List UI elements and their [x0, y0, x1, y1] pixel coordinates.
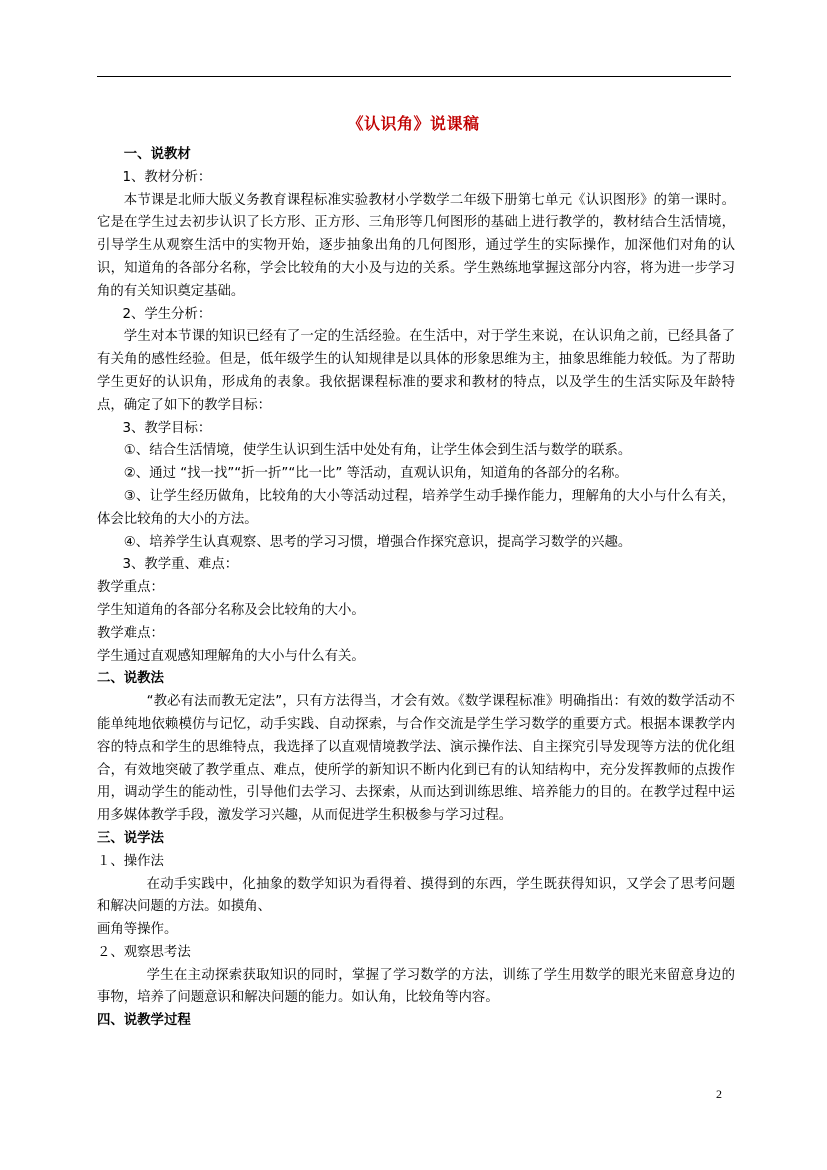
paragraph: 本节课是北师大版义务教育课程标准实验教材小学数学二年级下册第七单元《认识图形》的第一课时。它是在学生过去初步认识了长方形、正方形、三角形等几何图形的基础上进行教学的，教材结合生活情境，引导学生从观察生活中的实物开始，逐步抽象出角的几何图形，通过学生的实际操作，加深他们对角的认识，知道角的各部分名称，学会比较角的大小及与边的关系。学生熟练地掌握这部分内容，将为进一步学习角的有关知识奠定基础。	[97, 192, 735, 299]
paragraph: 在动手实践中，化抽象的数学知识为看得着、摸得到的东西，学生既获得知识，又学会了思考问题和解决问题的方法。如摸角、	[97, 876, 735, 915]
subsection-label: 1、教材分析：	[122, 169, 212, 185]
paragraph: 学生对本节课的知识已经有了一定的生活经验。在生活中，对于学生来说，在认识角之前，已经具备了有关角的感性经验。但是，低年级学生的认知规律是以具体的形象思维为主，抽象思维能力较低。为了帮助学生更好的认识角，形成角的表象。我依据课程标准的要求和教材的特点，以及学生的生活实际及年龄特点，确定了如下的教学目标：	[97, 329, 735, 413]
page-number: 2	[716, 1087, 722, 1101]
difficulty-text: 学生通过直观感知理解角的大小与什么有关。	[97, 648, 365, 664]
goal-item: ③、让学生经历做角，比较角的大小等活动过程，培养学生动手操作能力，理解角的大小与什么有关，体会比较角的大小的方法。	[97, 488, 735, 527]
paragraph-continuation: 画角等操作。	[97, 922, 178, 938]
paragraph: “教必有法而教无定法”，只有方法得当，才会有效。《数学课程标准》明确指出：有效的数学活动不能单纯地依赖模仿与记忆，动手实践、自动探索，与合作交流是学生学习数学的重要方式。根据本课教学内容的特点和学生的思维特点，我选择了以直观情境教学法、演示操作法、自主探究引导发现等方法的优化组合，有效地突破了教学重点、难点，使所学的新知识不断内化到已有的认知结构中，充分发挥教师的点拨作用，调动学生的能动性，引导他们去学习、去探索，从而达到训练思维、培养能力的目的。在教学过程中运用多媒体教学手段，激发学习兴趣，从而促进学生积极参与学习过程。	[97, 694, 735, 824]
document-body	[97, 144, 735, 1033]
goal-item: ①、结合生活情境，使学生认识到生活中处处有角，让学生体会到生活与数学的联系。	[123, 443, 632, 459]
section-heading: 三、说学法	[97, 830, 164, 846]
header-rule	[97, 76, 731, 77]
key-point-text: 学生知道角的各部分名称及会比较角的大小。	[97, 602, 365, 618]
paragraph: 学生在主动探索获取知识的同时，掌握了学习数学的方法，训练了学生用数学的眼光来留意身边的事物，培养了问题意识和解决问题的能力。如认角，比较角等内容。	[97, 967, 735, 1006]
goal-item: ④、培养学生认真观察、思考的学习习惯，增强合作探究意识，提高学习数学的兴趣。	[123, 534, 632, 550]
section-heading: 四、说教学过程	[97, 1013, 191, 1029]
subsection-label: 2、学生分析：	[122, 306, 212, 322]
subsection-label: 3、教学目标：	[122, 420, 212, 436]
section-heading: 二、说教法	[97, 671, 164, 687]
subsection-label: １、操作法	[97, 853, 164, 869]
difficulty-label: 教学难点：	[97, 625, 164, 641]
document-title: 《认识角》说课稿	[347, 114, 480, 133]
goal-item: ②、通过 “找一找”“折一折”“比一比” 等活动，直观认识角，知道角的各部分的名称。	[123, 466, 628, 482]
subsection-label: 3、教学重、难点：	[122, 557, 239, 573]
subsection-label: ２、观察思考法	[97, 944, 191, 960]
key-point-label: 教学重点：	[97, 580, 164, 596]
section-heading: 一、说教材	[123, 147, 191, 162]
